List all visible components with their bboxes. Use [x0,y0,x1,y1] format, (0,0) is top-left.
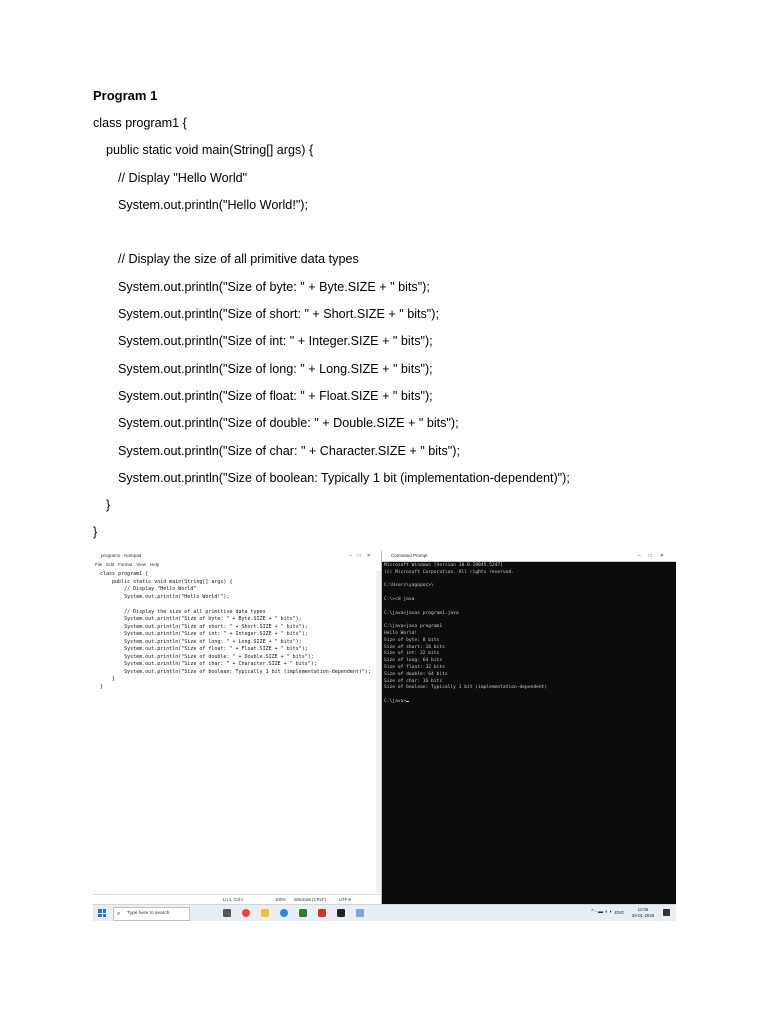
program-heading: Program 1 [93,88,158,103]
menu-item-format[interactable]: Format [118,562,133,567]
code-line: } [93,525,98,540]
text-cursor [406,701,409,702]
code-line: System.out.println("Hello World!"); [118,197,308,212]
tray-icons[interactable]: ^ ▫ ▬ ◖ ◗ [591,909,612,915]
search-icon: ⌕ [117,911,121,917]
menu-item-file[interactable]: File [95,562,103,567]
line-ending: Windows (CRLF) [294,897,326,902]
taskbar [93,904,676,921]
notepad-icon[interactable] [356,909,364,917]
code-line: System.out.println("Size of boolean: Typically 1 bit (implementation-dependent)"); [118,470,570,485]
code-line: System.out.println("Size of float: " + Float.SIZE + " bits"); [118,388,433,403]
notification-icon[interactable] [663,909,670,916]
cmd-console[interactable] [384,563,674,905]
notepad-title-bar [93,551,381,561]
edge-icon[interactable] [280,909,288,917]
cursor-position: Ln 1, Col 1 [223,897,244,902]
menu-item-edit[interactable]: Edit [106,562,115,567]
code-line: System.out.println("Size of byte: " + Byte.SIZE + " bits"); [118,279,430,294]
window-controls[interactable]: –□✕ [638,553,672,559]
code-listing [93,113,713,550]
screenshot [93,551,676,921]
taskbar-search-box[interactable] [113,907,190,921]
notepad-title: program1 - Notepad [101,553,142,558]
store-icon[interactable] [299,909,307,917]
notepad-window [93,551,382,905]
code-line: System.out.println("Size of short: " + Short.SIZE + " bits"); [118,307,439,322]
cmd-output: Microsoft Windows [Version 10.0.19045.5247] (c) Microsoft Corporation. All rights reserved. C:\Users\yagopoc>\ C:\>cd java C:\java>javac program1.java C:\java>java program1 Hello World! Size of byte: 8 bits Size of short: 16 bits Size of int: 32 bits Size of long: 64 bits Size of float: 32 bits Size of double: 64 bits Size of char: 16 bits Size of boolean: Typically 1 bit (implementation-dependent) C:\java> [384,563,548,704]
file-explorer-icon[interactable] [261,909,269,917]
clock-date: 30-01-2025 [631,912,655,918]
notepad-menu-bar [93,561,381,569]
taskbar-clock[interactable] [628,907,658,918]
language-indicator[interactable]: ENG [614,910,624,915]
code-line: System.out.println("Size of int: " + Integer.SIZE + " bits"); [118,334,433,349]
notepad-editor[interactable]: class program1 { public static void main(String[] args) { // Display "Hello World" System.out.println("Hello World!"); // Display the size of all primitive data types System.out.println("Size of byte: " + Byte.SIZE + " bits"); System.out.println("Size of short: " + Short.SIZE + " bits"); System.out.println("Size of int: " + Integer.SIZE + " bits"); System.out.println("Size of long: " + Long.SIZE + " bits"); System.out.println("Size of float: " + Float.SIZE + " bits"); System.out.println("Size of double: " + Double.SIZE + " bits"); System.out.println("Size of char: " + Character.SIZE + " bits"); System.out.println("Size of boolean: Typically 1 bit (implementation-dependent)"); } } [100,571,371,690]
document-body [93,86,713,550]
code-line: } [106,498,111,513]
cmd-title-bar [382,551,676,562]
code-line: System.out.println("Size of char: " + Character.SIZE + " bits"); [118,443,460,458]
encoding: UTF-8 [339,897,351,902]
code-line: public static void main(String[] args) { [106,143,314,158]
code-line: System.out.println("Size of double: " + Double.SIZE + " bits"); [118,416,459,431]
chrome-icon[interactable] [242,909,250,917]
zoom-level: 100% [275,897,286,902]
menu-item-help[interactable]: Help [149,562,160,567]
code-line: // Display the size of all primitive data types [118,252,359,267]
code-line: // Display "Hello World" [118,170,248,185]
cmd-title: Command Prompt [391,553,428,558]
task-view-icon[interactable] [223,909,231,917]
notepad-scrollbar[interactable] [376,571,381,893]
search-placeholder: Type here to search [127,911,170,916]
code-line [93,222,713,249]
windows-start-icon[interactable] [98,909,106,917]
command-prompt-window [382,551,676,905]
code-line: System.out.println("Size of long: " + Long.SIZE + " bits"); [118,361,433,376]
menu-item-view[interactable]: View [136,562,146,567]
window-controls[interactable]: –□✕ [349,553,377,559]
clock-time: 11:06 [637,907,649,912]
code-line: class program1 { [93,116,187,130]
terminal-icon[interactable] [337,909,345,917]
gmail-icon[interactable] [318,909,326,917]
